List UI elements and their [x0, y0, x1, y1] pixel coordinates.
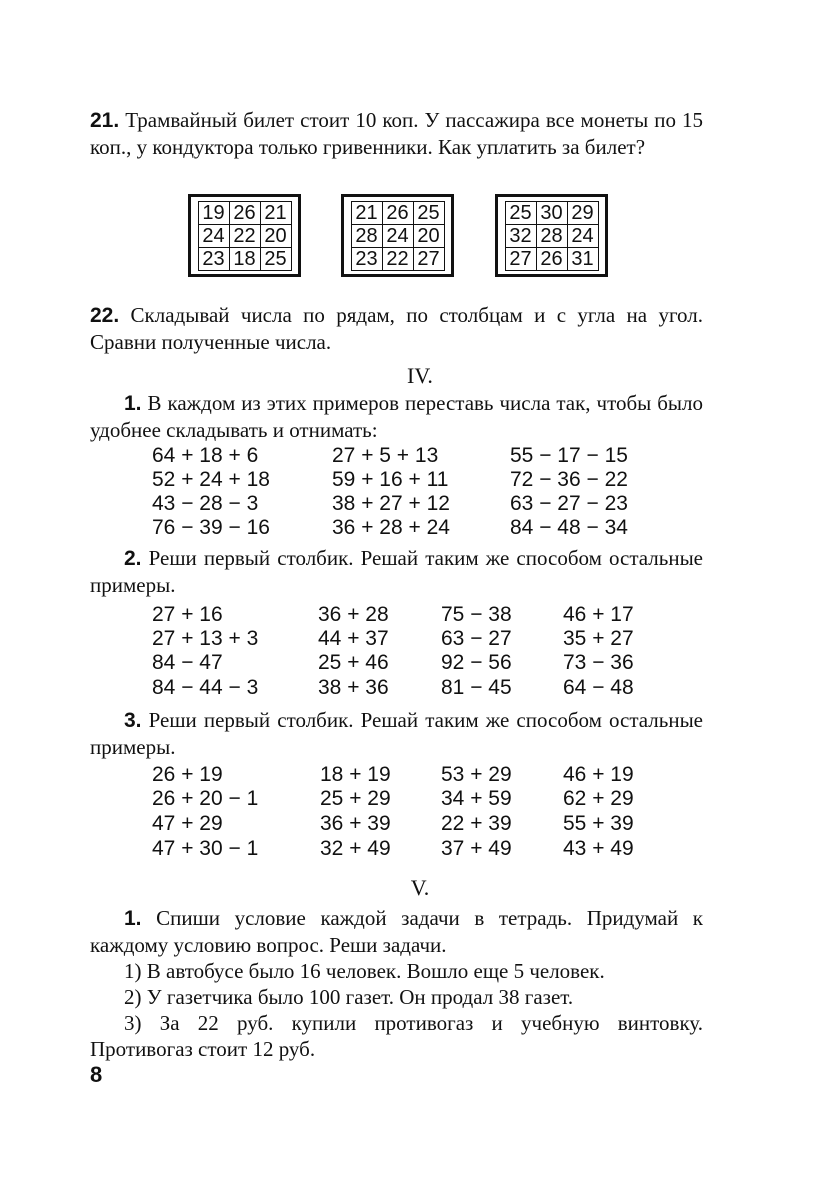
- number-square-2: [341, 194, 454, 277]
- example: 36 + 28: [318, 603, 389, 626]
- exercise-text: Спиши условие каждой задачи в тетрадь. Придумай к каждому условию вопрос. Реши задачи.: [90, 906, 703, 957]
- example: 84 − 44 − 3: [152, 676, 259, 699]
- example: 81 − 45: [441, 676, 512, 699]
- exercise-number: 1.: [124, 392, 142, 415]
- grid-cell: 20: [260, 224, 291, 247]
- example: 47 + 29: [152, 812, 223, 835]
- example: 64 − 48: [563, 676, 634, 699]
- example-row: [0, 675, 840, 700]
- example-row: [0, 602, 840, 627]
- exercise-iv-3: [90, 707, 703, 760]
- example: 43 − 28 − 3: [152, 492, 259, 515]
- problem-text: Трамвайный билет стоит 10 коп. У пассажира все монеты по 15 коп., у кондуктора только гривенники. Как уплатить за билет?: [90, 108, 703, 159]
- problem-22: [90, 302, 703, 355]
- exercise-text: Реши первый столбик. Решай таким же способом остальные примеры.: [90, 546, 703, 597]
- grid-cell: 28: [536, 224, 567, 247]
- number-grid: [198, 201, 292, 271]
- exercise-number: 3.: [124, 709, 142, 732]
- exercise-text: Реши первый столбик. Решай таким же способом остальные примеры.: [90, 708, 703, 759]
- example: 75 − 38: [441, 603, 512, 626]
- example: 84 − 48 − 34: [510, 516, 628, 539]
- example: 38 + 36: [318, 676, 389, 699]
- example-row: [0, 836, 840, 861]
- example: 36 + 39: [320, 812, 391, 835]
- grid-cell: 26: [536, 247, 567, 270]
- number-grid: [505, 201, 599, 271]
- word-problem-2: [90, 984, 703, 1010]
- example: 64 + 18 + 6: [152, 444, 259, 467]
- example: 63 − 27 − 23: [510, 492, 628, 515]
- exercise-number: 1.: [124, 907, 142, 930]
- example: 53 + 29: [441, 763, 512, 786]
- exercise-number: 2.: [124, 547, 142, 570]
- problem-number: 21.: [90, 109, 120, 132]
- grid-row: [198, 247, 291, 270]
- grid-cell: 24: [198, 224, 229, 247]
- example: 52 + 24 + 18: [152, 468, 270, 491]
- example: 76 − 39 − 16: [152, 516, 270, 539]
- grid-cell: 22: [229, 224, 260, 247]
- example: 25 + 46: [318, 651, 389, 674]
- example: 47 + 30 − 1: [152, 837, 259, 860]
- example-row: [0, 515, 840, 540]
- number-square-3: [495, 194, 608, 277]
- example: 26 + 19: [152, 763, 223, 786]
- grid-cell: 27: [505, 247, 536, 270]
- example: 36 + 28 + 24: [332, 516, 450, 539]
- word-problem-text: 3) За 22 руб. купили противогаз и учебную винтовку. Противогаз стоит 12 руб.: [90, 1011, 703, 1061]
- example-row: [0, 467, 840, 492]
- example: 84 − 47: [152, 651, 223, 674]
- example: 38 + 27 + 12: [332, 492, 450, 515]
- grid-cell: 23: [198, 247, 229, 270]
- example: 72 − 36 − 22: [510, 468, 628, 491]
- example-row: [0, 786, 840, 811]
- grid-cell: 23: [351, 247, 382, 270]
- example: 46 + 17: [563, 603, 634, 626]
- example: 32 + 49: [320, 837, 391, 860]
- example-row: [0, 491, 840, 516]
- exercise-iv-1: [90, 390, 703, 443]
- grid-cell: 21: [351, 201, 382, 224]
- exercise-text: В каждом из этих примеров переставь числа так, чтобы было удобнее складывать и отнимать:: [90, 391, 704, 442]
- example-row: [0, 443, 840, 468]
- example: 22 + 39: [441, 812, 512, 835]
- example: 44 + 37: [318, 627, 389, 650]
- example: 46 + 19: [563, 763, 634, 786]
- number-square-1: [188, 194, 301, 277]
- example: 92 − 56: [441, 651, 512, 674]
- section-heading-v: V.: [410, 875, 430, 900]
- example: 59 + 16 + 11: [332, 468, 449, 491]
- example: 34 + 59: [441, 787, 512, 810]
- example: 43 + 49: [563, 837, 634, 860]
- number-grid: [351, 201, 445, 271]
- grid-cell: 31: [567, 247, 598, 270]
- problem-number: 22.: [90, 304, 120, 327]
- grid-cell: 24: [382, 224, 413, 247]
- example: 55 + 39: [563, 812, 634, 835]
- grid-cell: 19: [198, 201, 229, 224]
- example: 63 − 27: [441, 627, 512, 650]
- grid-cell: 20: [413, 224, 444, 247]
- word-problem-3: [90, 1010, 703, 1062]
- grid-row: [198, 224, 291, 247]
- grid-cell: 26: [382, 201, 413, 224]
- example: 27 + 16: [152, 603, 223, 626]
- grid-cell: 24: [567, 224, 598, 247]
- grid-cell: 30: [536, 201, 567, 224]
- grid-row: [505, 247, 598, 270]
- example: 37 + 49: [441, 837, 512, 860]
- grid-cell: 28: [351, 224, 382, 247]
- grid-row: [351, 224, 444, 247]
- example: 25 + 29: [320, 787, 391, 810]
- example: 27 + 5 + 13: [332, 444, 439, 467]
- grid-cell: 26: [229, 201, 260, 224]
- grid-cell: 25: [413, 201, 444, 224]
- grid-cell: 29: [567, 201, 598, 224]
- grid-cell: 32: [505, 224, 536, 247]
- problem-text: Складывай числа по рядам, по столбцам и с угла на угол. Сравни полученные числа.: [90, 303, 703, 354]
- grid-row: [351, 247, 444, 270]
- example: 26 + 20 − 1: [152, 787, 259, 810]
- word-problem-text: 1) В автобусе было 16 человек. Вошло еще 5 человек.: [124, 959, 605, 983]
- example: 73 − 36: [563, 651, 634, 674]
- grid-cell: 27: [413, 247, 444, 270]
- exercise-v-1: [90, 905, 703, 958]
- grid-cell: 25: [260, 247, 291, 270]
- problem-21: [90, 107, 703, 160]
- example: 18 + 19: [320, 763, 391, 786]
- example-row: [0, 650, 840, 675]
- grid-row: [505, 201, 598, 224]
- example: 35 + 27: [563, 627, 634, 650]
- grid-cell: 22: [382, 247, 413, 270]
- example-row: [0, 626, 840, 651]
- exercise-iv-2: [90, 545, 703, 598]
- page-number: 8: [90, 1062, 103, 1087]
- example-row: [0, 762, 840, 787]
- example-row: [0, 811, 840, 836]
- example: 55 − 17 − 15: [510, 444, 628, 467]
- grid-cell: 25: [505, 201, 536, 224]
- example: 27 + 13 + 3: [152, 627, 259, 650]
- grid-cell: 18: [229, 247, 260, 270]
- word-problem-text: 2) У газетчика было 100 газет. Он продал 38 газет.: [124, 985, 574, 1009]
- grid-cell: 21: [260, 201, 291, 224]
- word-problem-1: [90, 958, 703, 984]
- grid-row: [351, 201, 444, 224]
- example: 62 + 29: [563, 787, 634, 810]
- grid-row: [198, 201, 291, 224]
- grid-row: [505, 224, 598, 247]
- section-heading-iv: IV.: [407, 363, 433, 388]
